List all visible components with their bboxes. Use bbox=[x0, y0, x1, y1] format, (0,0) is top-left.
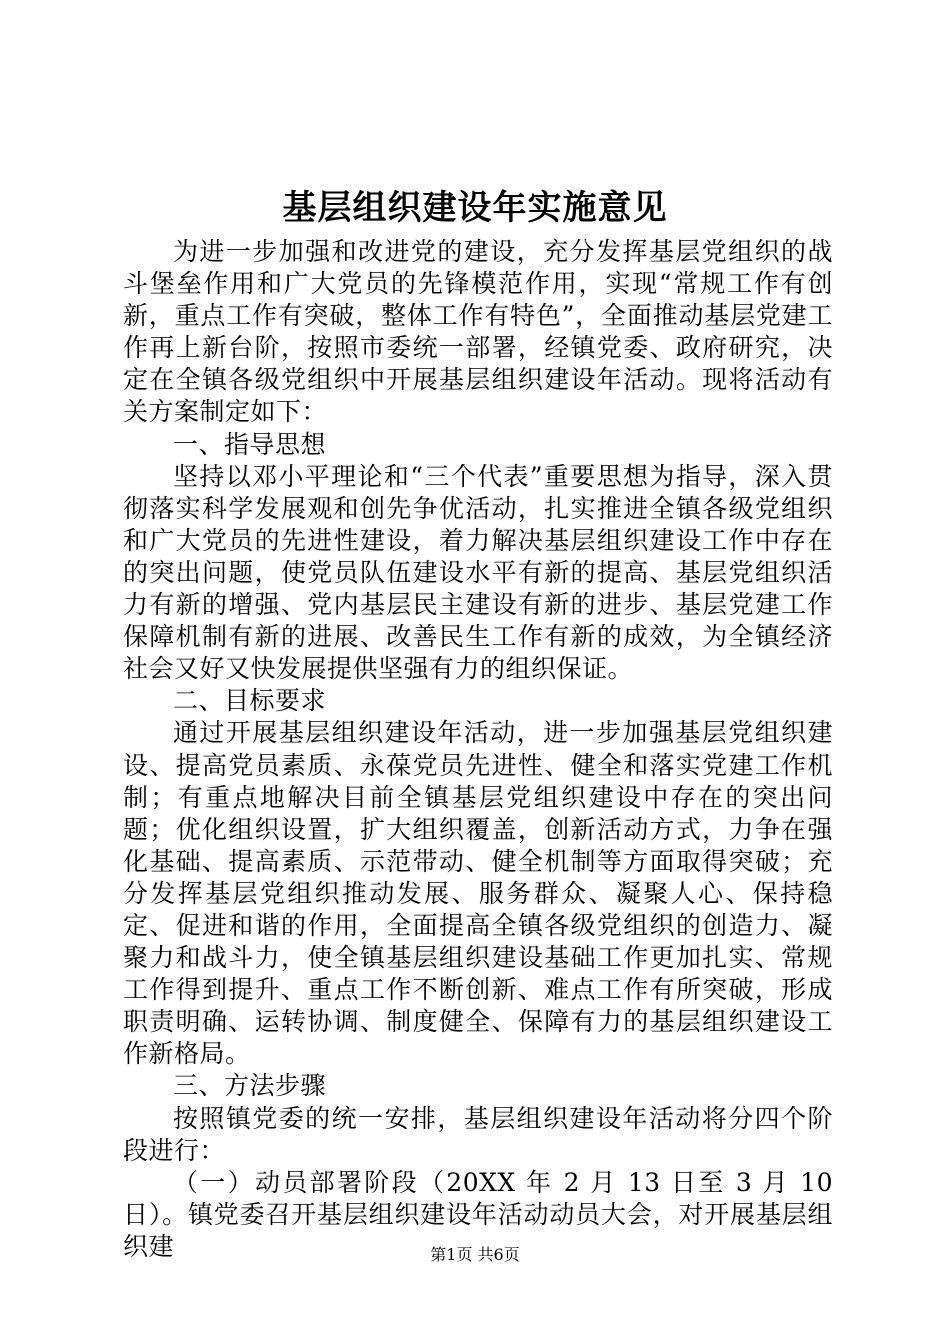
paragraph-intro: 为进一步加强和改进党的建设，充分发挥基层党组织的战斗堡垒作用和广大党员的先锋模范作用，实现“常规工作有创新，重点工作有突破，整体工作有特色”，全面推动基层党建工作再上新台阶，按照市委统一部署，经镇党委、政府研究，决定在全镇各级党组织中开展基层组织建设年活动。现将活动有关方案制定如下： bbox=[123, 237, 833, 427]
paragraph-goals: 通过开展基层组织建设年活动，进一步加强基层党组织建设、提高党员素质、永葆党员先进性、健全和落实党建工作机制；有重点地解决目前全镇基层党组织建设中存在的突出问题；优化组织设置，扩大组织覆盖，创新活动方式，力争在强化基础、提高素质、示范带动、健全机制等方面取得突破；充分发挥基层党组织推动发展、服务群众、凝聚人心、保持稳定、促进和谐的作用，全面提高全镇各级党组织的创造力、凝聚力和战斗力，使全镇基层组织建设基础工作更加扎实、常规工作得到提升、重点工作不断创新、难点工作有所突破，形成职责明确、运转协调、制度健全、保障有力的基层组织建设工作新格局。 bbox=[123, 718, 833, 1069]
document-title: 基层组织建设年实施意见 bbox=[282, 188, 668, 228]
paragraph-methods: 按照镇党委的统一安排，基层组织建设年活动将分四个阶段进行： bbox=[123, 1103, 833, 1165]
document-body bbox=[123, 236, 833, 1263]
paragraph-guiding-ideology: 坚持以邓小平理论和“三个代表”重要思想为指导，深入贯彻落实科学发展观和创先争优活动，扎实推进全镇各级党组织和广大党员的先进性建设，着力解决基层组织建设工作中存在的突出问题，使党员队伍建设水平有新的提高、基层党组织活力有新的增强、党内基层民主建设有新的进步、基层党建工作保障机制有新的进展、改善民生工作有新的成效，为全镇经济社会又好又快发展提供坚强有力的组织保证。 bbox=[123, 461, 833, 684]
page-number: 第1页 共6页 bbox=[430, 1245, 520, 1264]
heading-goals: 二、目标要求 bbox=[173, 686, 327, 716]
heading-guiding-ideology: 一、指导思想 bbox=[173, 429, 327, 459]
paragraph-stage-one: （一）动员部署阶段（20XX 年 2 月 13 日至 3 月 10 日）。镇党委召开基层组织建设年活动动员大会，对开展基层组织建 bbox=[123, 1167, 833, 1261]
heading-methods: 三、方法步骤 bbox=[173, 1071, 327, 1101]
